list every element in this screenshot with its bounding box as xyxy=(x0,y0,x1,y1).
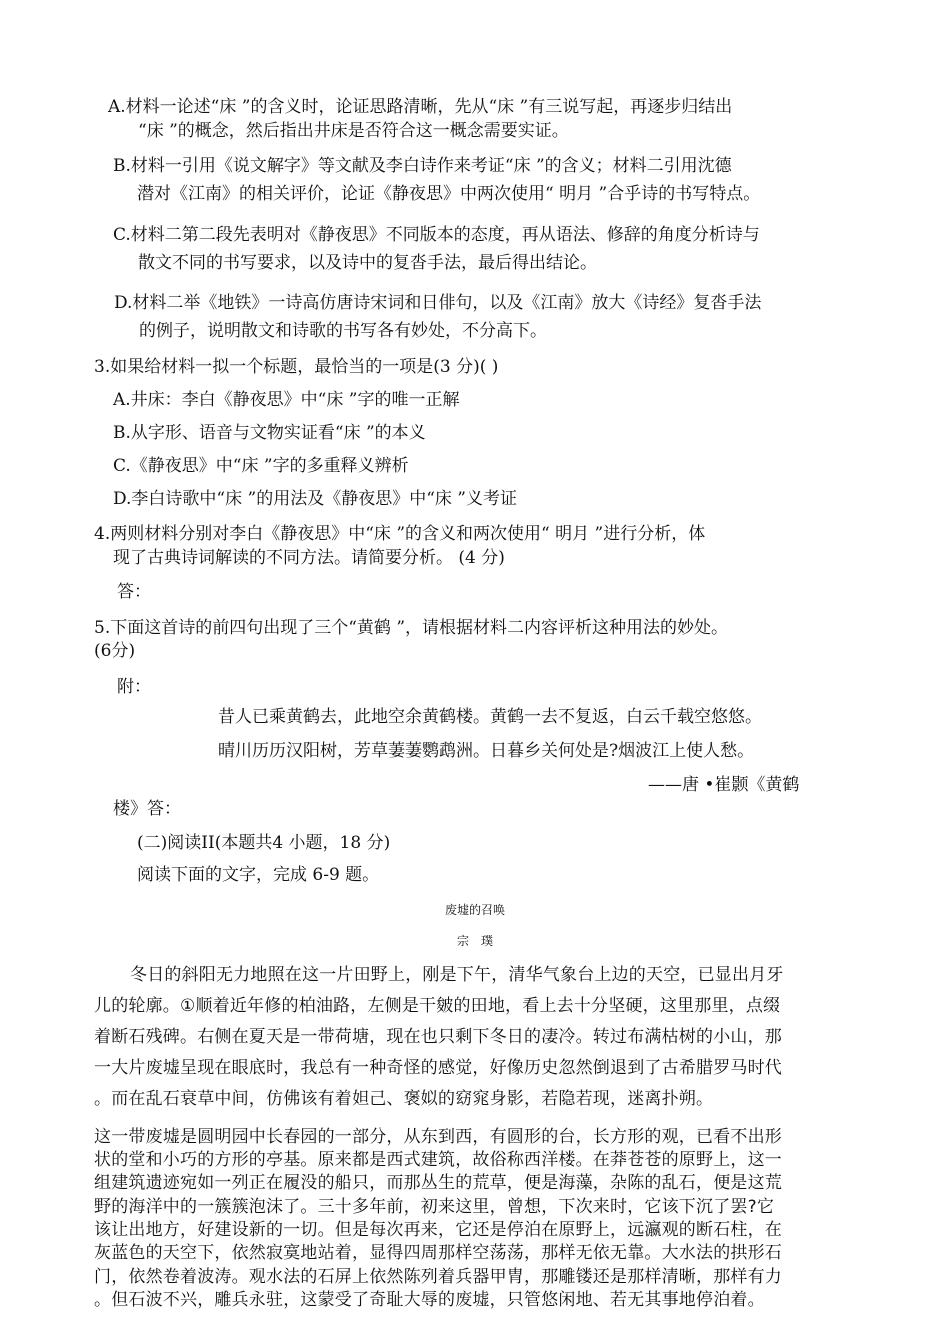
q4-stem-line2: 现了古典诗词解读的不同方法。请简要分析。 (4 分) xyxy=(113,548,505,568)
poem-line-1: 昔人已乘黄鹤去，此地空余黄鹤楼。黄鹤一去不复返，白云千载空悠悠。 xyxy=(218,707,762,727)
q2-option-a-line2: “床 ”的概念，然后指出井床是否符合这一概念需要实证。 xyxy=(138,121,569,141)
q3-option-c: C.《静夜思》中“床 ”字的多重释义辨析 xyxy=(113,456,409,476)
passage-title: 废墟的召唤 xyxy=(444,903,505,917)
q2-option-c-line2: 散文不同的书写要求，以及诗中的复沓手法，最后得出结论。 xyxy=(138,253,597,273)
poem-attribution: ——唐 •崔颢《黄鹤 xyxy=(648,775,800,795)
q2-option-b-line1: B.材料一引用《说文解字》等文献及李白诗作来考证“床 ”的含义；材料二引用沈德 xyxy=(113,156,732,176)
passage-p2-line: 。但石波不兴，雕兵永驻，这蒙受了奇耻大辱的废墟，只管悠闲地、若无其事地停泊着。 xyxy=(94,1290,765,1310)
q3-option-d: D.李白诗歌中“床 ”的用法及《静夜思》中“床 ”义考证 xyxy=(113,489,517,509)
passage-p1-line: 冬日的斜阳无力地照在这一片田野上，刚是下午，清华气象台上边的天空，已显出月牙 xyxy=(130,965,784,985)
passage-author: 宗 璞 xyxy=(456,934,493,948)
passage-p1-line: 着断石残碑。右侧在夏天是一带荷塘，现在也只剩下冬日的凄冷。转过布满枯树的小山，那 xyxy=(94,1027,782,1047)
q5-attach-label: 附： xyxy=(117,677,151,697)
passage-p2-line: 组建筑遗迹宛如一列正在履没的船只，而那丛生的荒草，便是海藻，杂陈的乱石，便是这荒 xyxy=(94,1173,782,1193)
q4-answer-label: 答： xyxy=(117,582,151,602)
passage-p2-line: 门，依然卷着波涛。观水法的石屏上依然陈列着兵器甲胄，那雕镂还是那样清晰，那样有力 xyxy=(94,1267,782,1287)
q3-option-a: A.井床：李白《静夜思》中“床 ”字的唯一正解 xyxy=(113,390,460,410)
passage-p2-line: 灰蓝色的天空下，依然寂寞地站着，显得四周那样空荡荡，那样无依无靠。大水法的拱形石 xyxy=(94,1243,782,1263)
passage-p2-line: 野的海洋中的一簇簇泡沫了。三十多年前，初来这里，曾想，下次来时，它该下沉了罢?它 xyxy=(94,1197,775,1217)
q5-stem-line2: (6分) xyxy=(94,641,136,661)
passage-p1-line: 儿的轮廓。①顺着近年修的柏油路，左侧是干皴的田地，看上去十分坚硬，这里那里，点缀 xyxy=(94,996,781,1016)
passage-p2-line: 状的堂和小巧的方形的亭基。原来都是西式建筑，故俗称西洋楼。在莽苍苍的原野上，这一 xyxy=(94,1150,782,1170)
poem-line-2: 晴川历历汉阳树，芳草萋萋鹦鹉洲。日暮乡关何处是?烟波江上使人愁。 xyxy=(218,741,755,761)
q3-stem: 3.如果给材料一拟一个标题，最恰当的一项是(3 分)( ) xyxy=(94,357,499,377)
q2-option-a-line1: A.材料一论述“床 ”的含义时，论证思路清晰，先从“床 ”有三说写起，再逐步归结出 xyxy=(108,97,733,117)
q2-option-d-line2: 的例子，说明散文和诗歌的书写各有妙处，不分高下。 xyxy=(139,321,547,341)
passage-p2-line: 该让出地方，好建设新的一切。但是每次再来，它还是停泊在原野上，远瀛观的断石柱，在 xyxy=(94,1220,782,1240)
passage-p2-line: 这一带废墟是圆明园中长春园的一部分，从东到西，有圆形的台，长方形的观，已看不出形 xyxy=(94,1127,782,1147)
q2-option-b-line2: 潜对《江南》的相关评价，论证《静夜思》中两次使用“ 明月 ”合乎诗的书写特点。 xyxy=(137,184,761,204)
q2-option-c-line1: C.材料二第二段先表明对《静夜思》不同版本的态度，再从语法、修辞的角度分析诗与 xyxy=(113,225,760,245)
passage-p1-line: 。而在乱石衰草中间，仿佛该有着妲己、褒姒的窈窕身影，若隐若现，迷离扑朔。 xyxy=(94,1089,714,1109)
passage-p1-line: 一大片废墟呈现在眼底时，我总有一种奇怪的感觉，好像历史忽然倒退到了古希腊罗马时代 xyxy=(94,1058,782,1078)
poem-attribution-cont: 楼》答： xyxy=(113,799,181,819)
q3-option-b: B.从字形、语音与文物实证看“床 ”的本义 xyxy=(113,423,426,443)
q4-stem-line1: 4.两则材料分别对李白《静夜思》中“床 ”的含义和两次使用“ 明月 ”进行分析，体 xyxy=(94,524,706,544)
q2-option-d-line1: D.材料二举《地铁》一诗高仿唐诗宋词和日俳句，以及《江南》放大《诗经》复沓手法 xyxy=(114,293,762,313)
q5-stem-line1: 5.下面这首诗的前四句出现了三个“黄鹤 ”，请根据材料二内容评析这种用法的妙处。 xyxy=(94,618,729,638)
section-header: (二)阅读II(本题共4 小题，18 分) xyxy=(137,833,391,853)
section-instruction: 阅读下面的文字，完成 6-9 题。 xyxy=(137,865,380,885)
